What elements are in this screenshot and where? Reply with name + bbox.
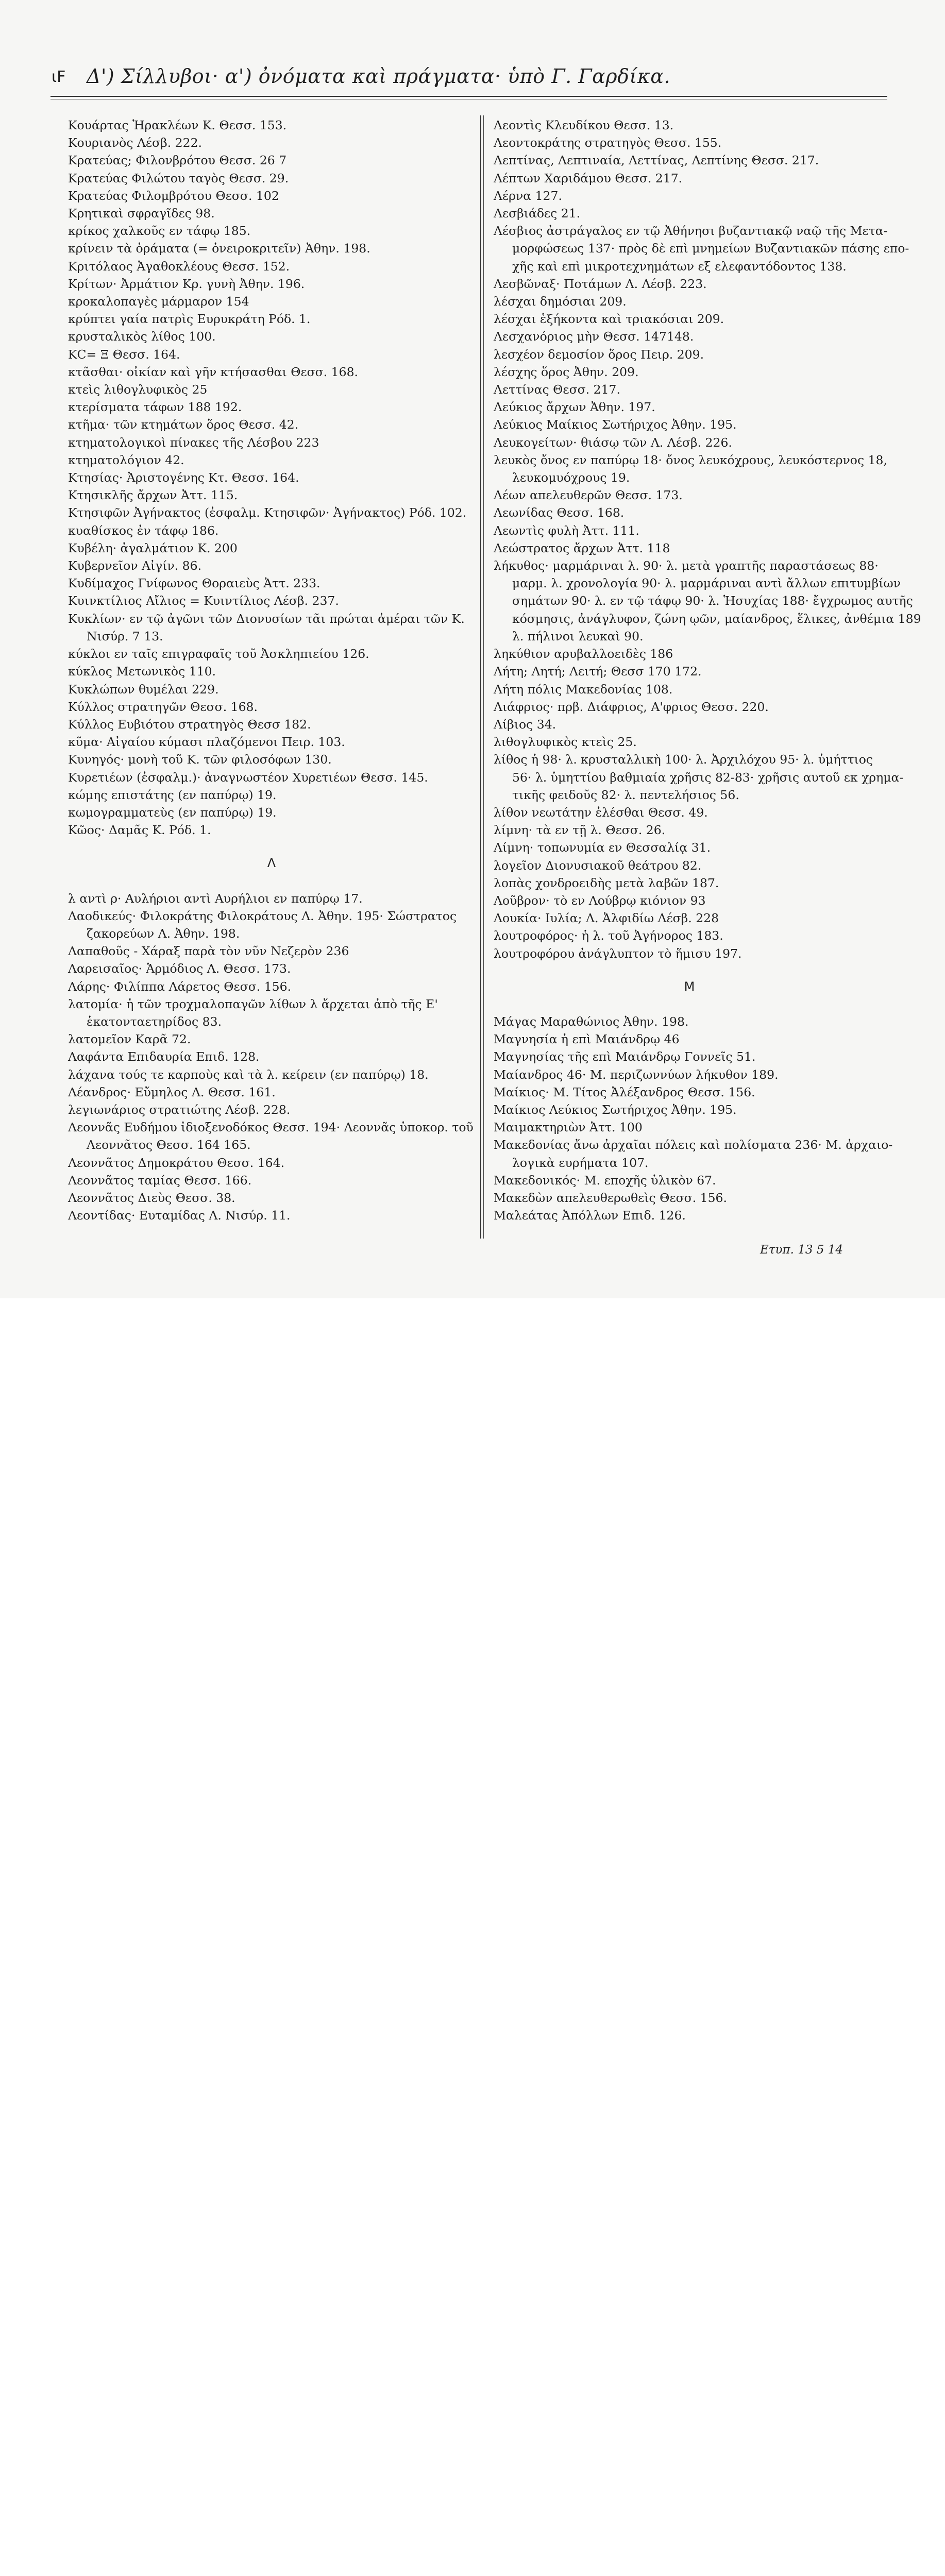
index-entry-continuation: ἑκατονταετηρίδος 83. xyxy=(87,1014,222,1029)
index-entry: Λαφάντα Επιδαυρία Επιδ. 128. xyxy=(68,1049,260,1064)
index-entry: Λεττίνας Θεσσ. 217. xyxy=(494,382,620,397)
index-entry-continuation: λογικὰ ευρήματα 107. xyxy=(512,1155,649,1170)
index-entry: Λέανδρος· Εὔμηλος Λ. Θεσσ. 161. xyxy=(68,1084,276,1099)
index-entry: λέσχαι δημόσιαι 209. xyxy=(494,294,627,309)
index-list-right xyxy=(494,116,921,962)
page-number: ιF xyxy=(52,68,66,86)
index-entry: Λεύκιος Μαίκιος Σωτήριχος Ἀθην. 195. xyxy=(494,417,737,432)
index-entry: Μαλεάτας Ἀπόλλων Επιδ. 126. xyxy=(494,1208,686,1223)
index-entry-continuation: μορφώσεως 137· πρὸς δὲ επὶ μνημείων Βυζαντιακῶν πάσης επο- xyxy=(512,241,909,256)
index-entry: Μακεδονίας ἄνω ἀρχαῖαι πόλεις καὶ πολίσματα 236· Μ. ἀρχαιο- xyxy=(494,1138,893,1153)
index-entry: Λήτη πόλις Μακεδονίας 108. xyxy=(494,682,673,697)
index-entry: Λήτη; Λητή; Λειτή; Θεσσ 170 172. xyxy=(494,664,702,679)
page-title: Δ') Σίλλυβοι· α') ὀνόματα καὶ πράγματα· ὑπὸ Γ. Γαρδίκα. xyxy=(87,65,671,88)
index-entry: Λέσβιος ἀστράγαλος εν τῷ Ἀθήνησι βυζαντιακῷ ναῷ τῆς Μετα- xyxy=(494,224,888,239)
index-entry: Λεπτίνας, Λεπτιναία, Λεττίνας, Λεπτίνης Θεσσ. 217. xyxy=(494,153,819,168)
index-entry: Κτησίας· Ἀριστογένης Κτ. Θεσσ. 164. xyxy=(68,470,299,485)
index-entry: Κρητικαὶ σφραγῖδες 98. xyxy=(68,206,215,221)
index-entry: Κῶος· Δαμᾶς Κ. Ρόδ. 1. xyxy=(68,823,211,838)
index-entry: Λαρεισαῖος· Ἁρμόδιος Λ. Θεσσ. 173. xyxy=(68,961,291,976)
index-entry: Λεωνίδας Θεσσ. 168. xyxy=(494,505,625,520)
index-entry: κρύπτει γαία πατρὶς Ευρυκράτη Ρόδ. 1. xyxy=(68,312,311,327)
index-entry: Κυκλίων· εν τῷ ἀγῶνι τῶν Διονυσίων τᾶι πρώται ἀμέραι τῶν Κ. xyxy=(68,611,465,626)
index-entry-continuation: σημάτων 90· λ. εν τῷ τάφῳ 90· λ. Ἡσυχίας 188· ἔγχρωμος αυτῆς xyxy=(512,594,913,608)
column-divider-thin xyxy=(483,115,484,1239)
index-entry: Κύλλος στρατηγῶν Θεσσ. 168. xyxy=(68,699,258,714)
index-entry-continuation: λ. πήλινοι λευκαὶ 90. xyxy=(512,629,644,643)
index-entry: Λεοννᾶτος ταμίας Θεσσ. 166. xyxy=(68,1173,252,1188)
column-divider xyxy=(480,115,481,1239)
index-entry: κώμης επιστάτης (εν παπύρῳ) 19. xyxy=(68,787,277,802)
index-entry: λίθον νεωτάτην ἑλέσθαι Θεσσ. 49. xyxy=(494,805,708,820)
index-entry: Μαγνησίας τῆς επὶ Μαιάνδρῳ Γοννεῖς 51. xyxy=(494,1049,756,1064)
index-entry-continuation: μαρμ. λ. χρονολογία 90· λ. μαρμάριναι αντὶ ἄλλων επιτυμβίων xyxy=(512,576,901,591)
index-entry: Λίμνη· τοπωνυμία εν Θεσσαλίᾳ 31. xyxy=(494,840,711,855)
index-entry: Μαίκιος Λεύκιος Σωτήριχος Ἀθην. 195. xyxy=(494,1102,737,1117)
index-entry: λήκυθος· μαρμάριναι λ. 90· λ. μετὰ γραπτῆς παραστάσεως 88· xyxy=(494,558,879,573)
index-entry: Κρατεύας Φιλώτου ταγὸς Θεσσ. 29. xyxy=(68,171,289,185)
index-list-left xyxy=(68,116,475,839)
index-entry: κωμογραμματεὺς (εν παπύρῳ) 19. xyxy=(68,805,277,820)
index-entry: κτῆμα· τῶν κτημάτων ὅρος Θεσσ. 42. xyxy=(68,417,299,432)
index-entry: Κυβέλη· ἀγαλμάτιον Κ. 200 xyxy=(68,540,238,555)
index-entry: Κουριανὸς Λέσβ. 222. xyxy=(68,135,202,150)
index-entry: Λαπαθοῦς - Χάραξ παρὰ τὸν νῦν Νεζερὸν 236 xyxy=(68,944,349,959)
index-entry: Λοῦβρον· τὸ εν Λούβρῳ κιόνιον 93 xyxy=(494,893,706,908)
index-entry-continuation: χῆς καὶ επὶ μικροτεχνημάτων εξ ελεφαντόδοντος 138. xyxy=(512,259,847,274)
index-entry: λίθος ἡ 98· λ. κρυσταλλικὴ 100· λ. Ἀρχιλόχου 95· λ. ὑμήττιος xyxy=(494,752,873,767)
index-entry: λεγιωνάριος στρατιώτης Λέσβ. 228. xyxy=(68,1102,291,1117)
index-entry: Λεοννᾶτος Δημοκράτου Θεσσ. 164. xyxy=(68,1155,285,1170)
index-entry: Κουάρτας Ἡρακλέων Κ. Θεσσ. 153. xyxy=(68,118,287,132)
index-entry: Λεσβιάδες 21. xyxy=(494,206,581,221)
index-entry: ληκύθιον αρυβαλλοειδὲς 186 xyxy=(494,647,673,662)
index-entry: κρίκος χαλκοῦς εν τάφῳ 185. xyxy=(68,224,251,239)
index-entry: Λίβιος 34. xyxy=(494,717,556,732)
section-letter-lambda: Λ xyxy=(267,856,276,871)
index-entry: Λεσβῶναξ· Ποτάμων Λ. Λέσβ. 223. xyxy=(494,276,707,291)
index-entry: Λεοννᾶς Ευδήμου ἰδιοξενοδόκος Θεσσ. 194· Λεοννᾶς ὑποκορ. τοῦ xyxy=(68,1120,474,1135)
index-entry: λουτροφόρου ἀνάγλυπτον τὸ ἥμισυ 197. xyxy=(494,946,742,961)
index-entry: λογεῖον Διονυσιακοῦ θεάτρου 82. xyxy=(494,858,702,873)
index-entry: Κυινκτίλιος Αἴλιος = Κυιντίλιος Λέσβ. 237. xyxy=(68,594,339,608)
index-entry: Κτησικλῆς ἄρχων Ἀττ. 115. xyxy=(68,488,238,503)
index-entry: Μαίανδρος 46· Μ. περιζωννύων λήκυθον 189. xyxy=(494,1067,779,1082)
index-entry: Κρίτων· Ἀρμάτιον Κρ. γυνὴ Ἀθην. 196. xyxy=(68,276,305,291)
index-entry: λέσχαι ἑξήκοντα καὶ τριακόσιαι 209. xyxy=(494,312,724,327)
index-entry: κτηματολογικοὶ πίνακες τῆς Λέσβου 223 xyxy=(68,435,319,450)
index-entry: Λέρνα 127. xyxy=(494,188,562,203)
index-entry: Κύλλος Ευβιότου στρατηγὸς Θεσσ 182. xyxy=(68,717,311,732)
index-entry: Κυβερνεῖον Αἰγίν. 86. xyxy=(68,558,202,573)
index-entry: Κριτόλαος Ἀγαθοκλέους Θεσσ. 152. xyxy=(68,259,290,274)
index-entry-continuation: Νισύρ. 7 13. xyxy=(87,629,163,643)
index-entry: λίμνη· τὰ εν τῇ λ. Θεσσ. 26. xyxy=(494,823,666,838)
index-entry: Λουκία· Ιυλία; Λ. Ἀλφιδίω Λέσβ. 228 xyxy=(494,911,719,926)
index-entry: λεσχέον δεμοσίον ὅρος Πειρ. 209. xyxy=(494,347,704,362)
index-entry: κύκλοι εν ταῖς επιγραφαῖς τοῦ Ἀσκληπιείου 126. xyxy=(68,647,369,662)
index-entry: Λεσχανόριος μὴν Θεσσ. 147148. xyxy=(494,329,694,344)
index-entry-continuation: κόσμησις, ἀνάγλυφον, ζώνη ῳῶν, μαίανδρος, ἕλικες, ἀνθέμια 189 xyxy=(512,611,921,626)
index-entry: κρυσταλικὸς λίθος 100. xyxy=(68,329,216,344)
index-entry: Λευκογείτων· θιάσῳ τῶν Λ. Λέσβ. 226. xyxy=(494,435,732,450)
index-entry: λατομία· ἡ τῶν τροχμαλοπαγῶν λίθων λ ἄρχεται ἀπὸ τῆς Ε' xyxy=(68,996,438,1011)
index-entry: Λεώστρατος ἄρχων Ἀττ. 118 xyxy=(494,540,670,555)
index-entry: λ αντὶ ρ· Αυλήριοι αντὶ Αυρήλιοι εν παπύρῳ 17. xyxy=(68,891,363,906)
left-column xyxy=(68,116,475,1224)
index-entry: ΚC= Ξ Θεσσ. 164. xyxy=(68,347,180,362)
index-entry: κτηματολόγιον 42. xyxy=(68,452,184,467)
index-entry: Λαοδικεύς· Φιλοκράτης Φιλοκράτους Λ. Ἀθην. 195· Σώστρατος xyxy=(68,908,457,923)
index-entry-continuation: ζακορεύων Λ. Ἀθην. 198. xyxy=(87,926,240,941)
index-entry: Λιάφριος· πρβ. Διάφριος, Α'φριος Θεσσ. 220. xyxy=(494,699,769,714)
index-entry: Κρατεύας; Φιλονβρότου Θεσσ. 26 7 xyxy=(68,153,287,168)
index-entry: λευκὸς ὄνος εν παπύρῳ 18· ὄνος λευκόχρους, λευκόστερνος 18, xyxy=(494,452,887,467)
index-entry-continuation: τικῆς φειδοῦς 82· λ. πεντελήσιος 56. xyxy=(512,787,739,802)
index-entry: Μάγας Μαραθώνιος Ἀθην. 198. xyxy=(494,1014,689,1029)
index-entry: λιθογλυφικὸς κτεὶς 25. xyxy=(494,735,637,750)
index-entry: Μαιμακτηριὼν Ἀττ. 100 xyxy=(494,1120,643,1135)
index-entry: λουτροφόρος· ἡ λ. τοῦ Ἀγήνορος 183. xyxy=(494,928,723,943)
index-entry: κῦμα· Αἰγαίου κύμασι πλαζόμενοι Πειρ. 103. xyxy=(68,735,345,750)
index-entry: Κυρετιέων (ἐσφαλμ.)· ἀναγνωστέον Χυρετιέων Θεσσ. 145. xyxy=(68,770,428,785)
index-entry: λάχανα τούς τε καρποὺς καὶ τὰ λ. κείρειν (εν παπύρῳ) 18. xyxy=(68,1067,429,1082)
index-entry: Μαίκιος· Μ. Τίτος Ἀλέξανδρος Θεσσ. 156. xyxy=(494,1084,755,1099)
index-entry: κτεὶς λιθογλυφικὸς 25 xyxy=(68,382,208,397)
index-entry: κτερίσματα τάφων 188 192. xyxy=(68,400,242,415)
index-entry: Λέπτων Χαριδάμου Θεσσ. 217. xyxy=(494,171,683,185)
index-entry: κρίνειν τὰ ὁράματα (= ὀνειροκριτεῖν) Ἀθην. 198. xyxy=(68,241,370,256)
index-entry: κτᾶσθαι· οἰκίαν καὶ γῆν κτήσασθαι Θεσσ. 168. xyxy=(68,364,358,379)
index-entry: Κτησιφῶν Ἀγήνακτος (ἐσφαλμ. Κτησιφῶν· Ἀγήνακτος) Ρόδ. 102. xyxy=(68,505,467,520)
index-entry: κροκαλοπαγὲς μάρμαρον 154 xyxy=(68,294,249,309)
index-entry: Μακεδονικός· Μ. εποχῆς ὑλικὸν 67. xyxy=(494,1173,716,1188)
index-entry: Λεοντίδας· Ευταμίδας Λ. Νισύρ. 11. xyxy=(68,1208,291,1223)
index-entry: Κυνηγός· μονὴ τοῦ Κ. τῶν φιλοσόφων 130. xyxy=(68,752,332,767)
index-list-left-2 xyxy=(68,890,475,1225)
index-entry-continuation: λευκομυόχρους 19. xyxy=(512,470,630,485)
index-entry: Λεωντὶς φυλὴ Ἀττ. 111. xyxy=(494,523,639,538)
digitization-footer xyxy=(0,1298,945,1391)
index-entry: Λάρης· Φιλίππα Λάρετος Θεσσ. 156. xyxy=(68,979,292,994)
section-letter-mu: Μ xyxy=(684,979,695,994)
printing-note: Ετυπ. 13 5 14 xyxy=(760,1243,843,1257)
index-list-right-2 xyxy=(494,1013,893,1224)
header-rule xyxy=(50,96,887,97)
index-entry: Κρατεύας Φιλομβρότου Θεσσ. 102 xyxy=(68,188,279,203)
index-entry: Λέων απελευθερῶν Θεσσ. 173. xyxy=(494,488,683,503)
index-entry: Λεοντὶς Κλευδίκου Θεσσ. 13. xyxy=(494,118,674,132)
index-entry: κύκλος Μετωνικὸς 110. xyxy=(68,664,216,679)
index-entry: Λεοννᾶτος Διεὺς Θεσσ. 38. xyxy=(68,1190,235,1205)
index-entry-continuation: 56· λ. ὑμηττίου βαθμιαία χρῆσις 82-83· χρῆσις αυτοῦ εκ χρημα- xyxy=(512,770,904,785)
index-entry: κυαθίσκος ἐν τάφῳ 186. xyxy=(68,523,219,538)
index-entry: λέσχης ὅρος Ἀθην. 209. xyxy=(494,364,639,379)
index-entry: λοπὰς χονδροειδὴς μετὰ λαβῶν 187. xyxy=(494,875,719,890)
index-entry-continuation: Λεοννᾶτος Θεσσ. 164 165. xyxy=(87,1138,251,1153)
index-entry: λατομεῖον Καρᾶ 72. xyxy=(68,1032,191,1047)
index-entry: Κυδίμαχος Γνίφωνος Θοραιεὺς Ἀττ. 233. xyxy=(68,576,320,591)
index-entry: Μαγνησία ἡ επὶ Μαιάνδρῳ 46 xyxy=(494,1032,680,1047)
index-entry: Λεύκιος ἄρχων Ἀθην. 197. xyxy=(494,400,655,415)
index-entry: Κυκλώπων θυμέλαι 229. xyxy=(68,682,219,697)
index-entry: Λεοντοκράτης στρατηγὸς Θεσσ. 155. xyxy=(494,135,722,150)
index-entry: Μακεδὼν απελευθερωθεὶς Θεσσ. 156. xyxy=(494,1190,727,1205)
right-column xyxy=(494,116,921,1224)
